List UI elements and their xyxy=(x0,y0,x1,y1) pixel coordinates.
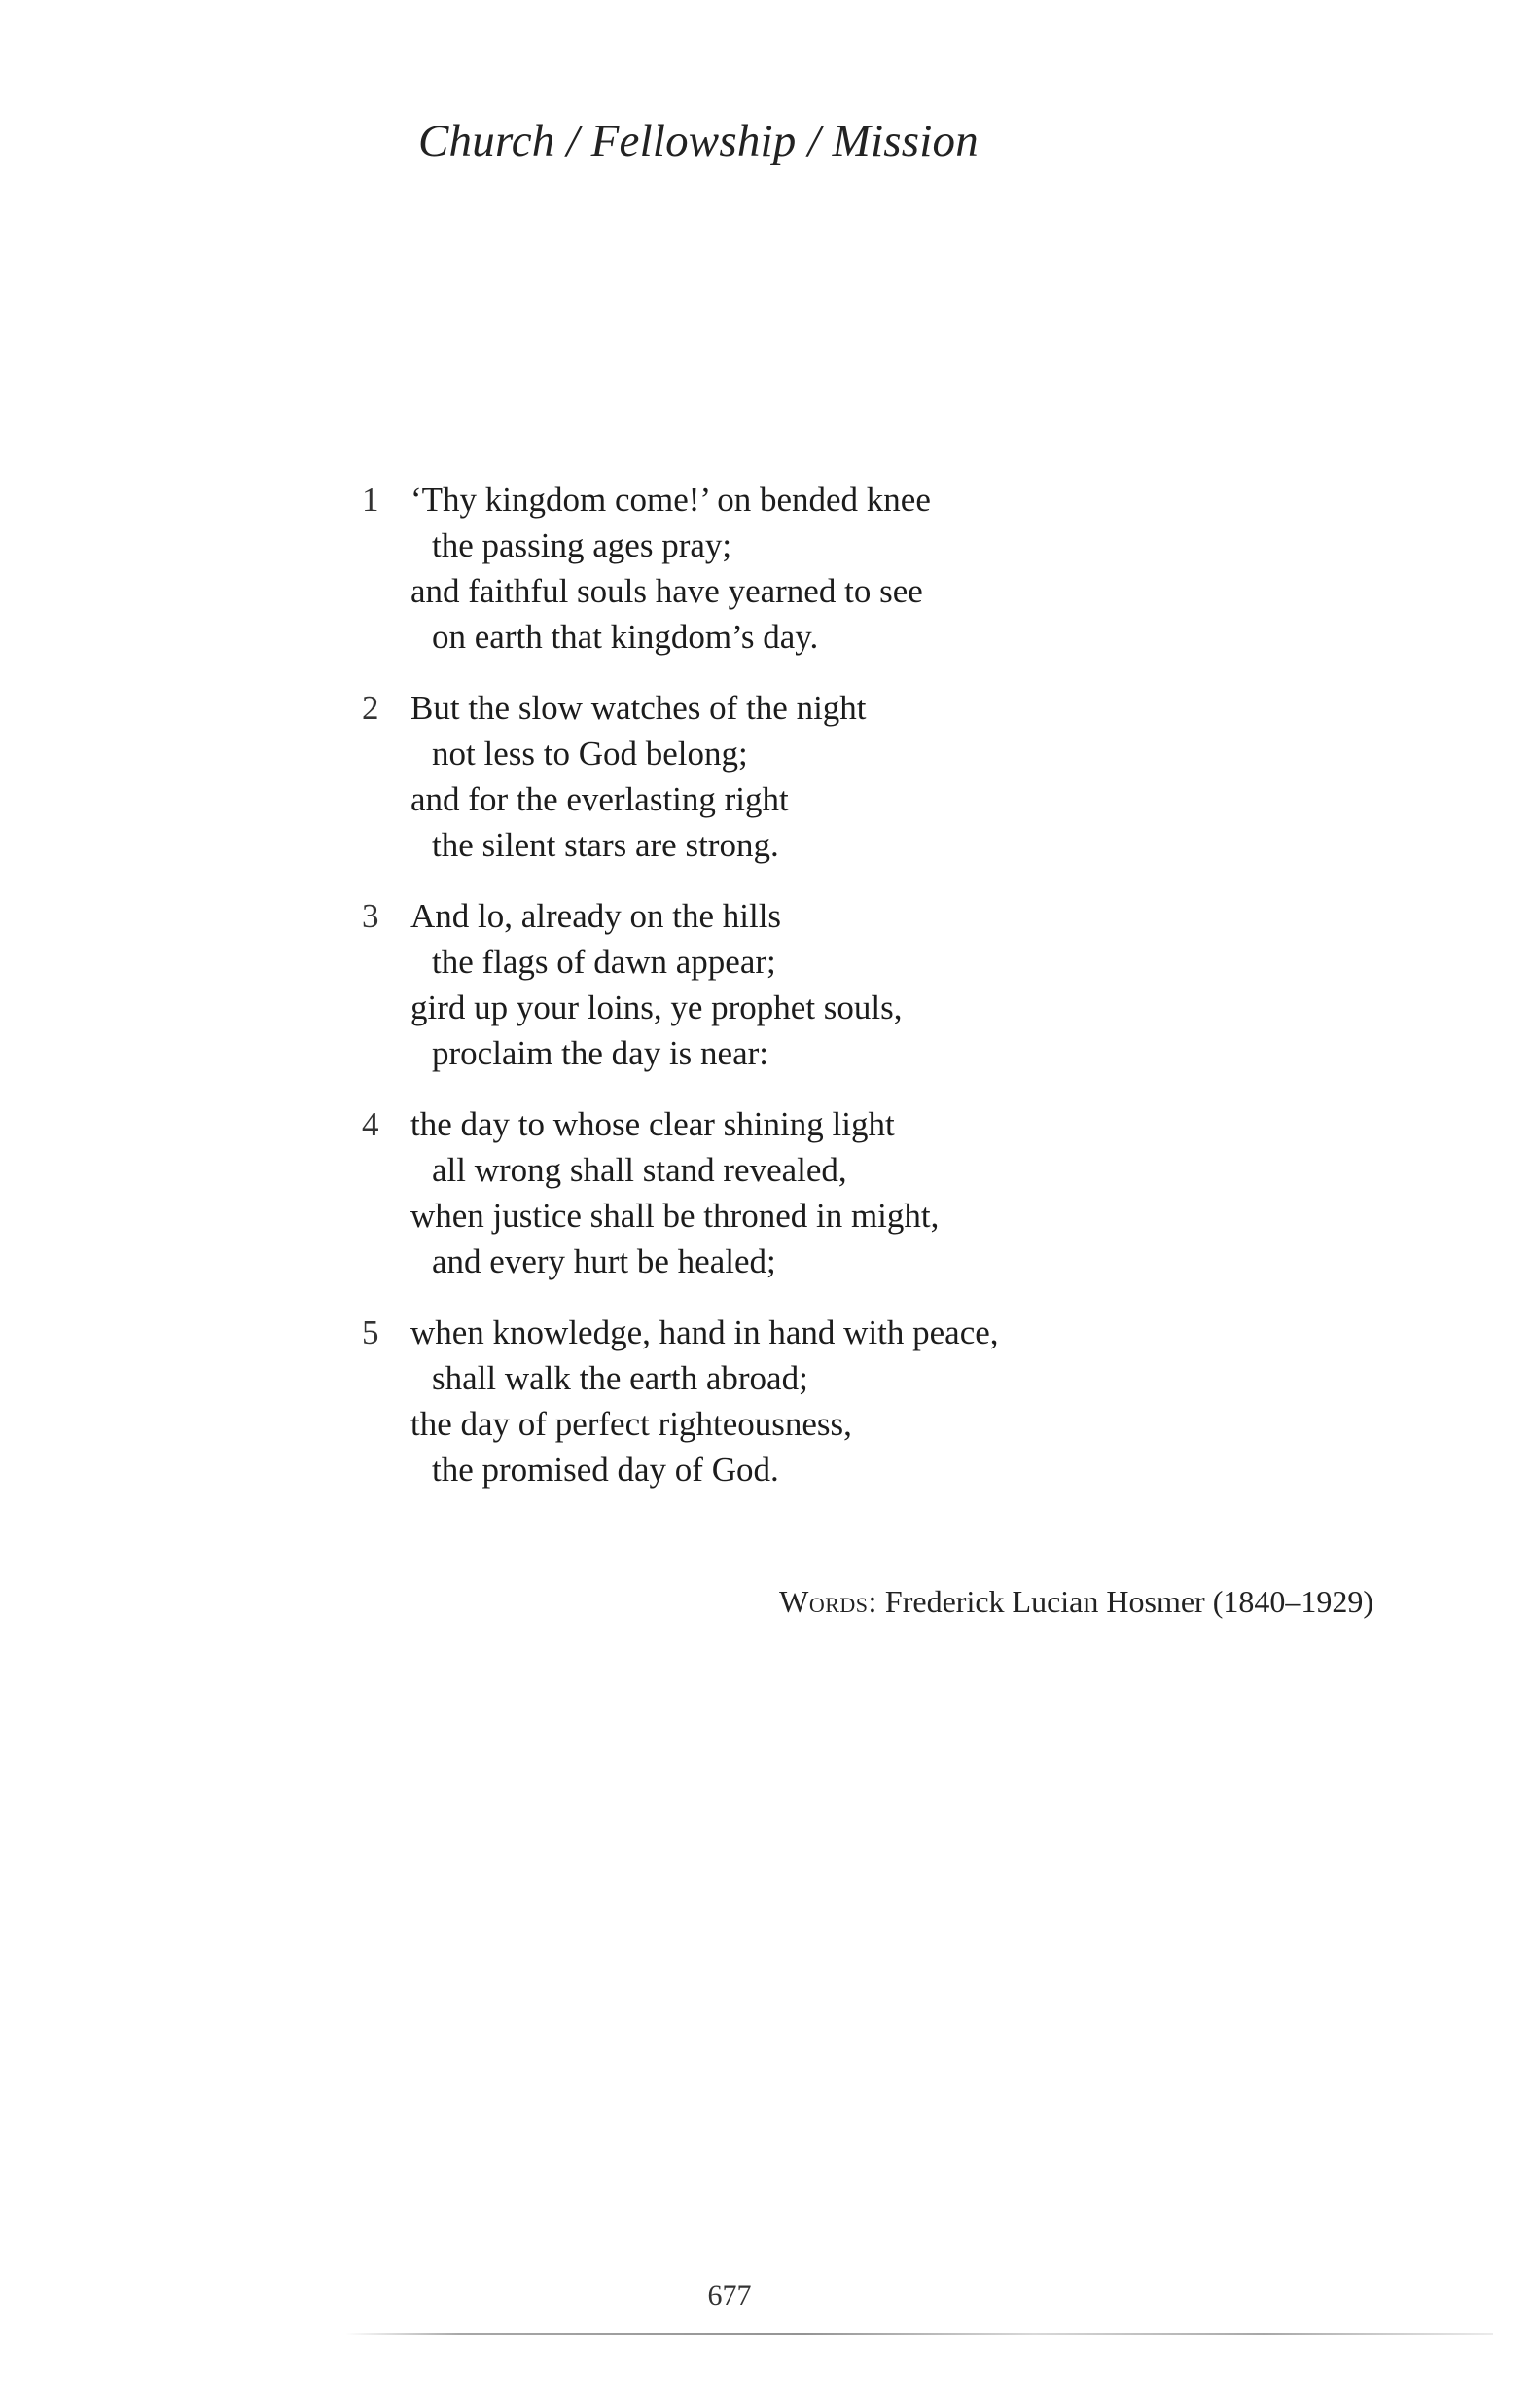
credit-label: Words: xyxy=(779,1584,877,1619)
verse-number: 4 xyxy=(362,1105,379,1143)
verse-line: And lo, already on the hills xyxy=(410,897,782,935)
verse-5 xyxy=(331,1310,1206,1492)
verse-number: 1 xyxy=(362,481,379,519)
verse-line: the day of perfect righteousness, xyxy=(410,1405,852,1443)
page-number: 677 xyxy=(707,2280,752,2312)
page-title: Church / Fellowship / Mission xyxy=(418,116,979,166)
words-credit xyxy=(779,1584,1373,1620)
verse-line: all wrong shall stand revealed, xyxy=(432,1151,847,1189)
verse-4 xyxy=(331,1101,1206,1284)
verse-line: the promised day of God. xyxy=(432,1451,779,1489)
verse-number: 5 xyxy=(362,1313,379,1351)
verse-line: shall walk the earth abroad; xyxy=(432,1359,808,1397)
verse-2 xyxy=(331,685,1206,868)
verse-number: 3 xyxy=(362,897,379,935)
verse-line: not less to God belong; xyxy=(432,735,748,773)
footer-rule xyxy=(345,2333,1493,2335)
verse-line: the silent stars are strong. xyxy=(432,826,779,864)
verse-line: But the slow watches of the night xyxy=(410,689,867,727)
verse-line: gird up your loins, ye prophet souls, xyxy=(410,988,903,1026)
verse-line: and for the everlasting right xyxy=(410,780,789,818)
verse-line: the flags of dawn appear; xyxy=(432,943,776,981)
verse-line: on earth that kingdom’s day. xyxy=(432,618,819,656)
verse-line: the passing ages pray; xyxy=(432,526,732,564)
verse-3 xyxy=(331,893,1206,1076)
hymn-verses xyxy=(331,477,1206,1518)
verse-line: proclaim the day is near: xyxy=(432,1034,768,1072)
verse-number: 2 xyxy=(362,689,379,727)
verse-line: and faithful souls have yearned to see xyxy=(410,572,923,610)
credit-author: Frederick Lucian Hosmer (1840–1929) xyxy=(884,1584,1373,1619)
verse-1 xyxy=(331,477,1206,660)
verse-line: and every hurt be healed; xyxy=(432,1242,776,1280)
verse-line: when knowledge, hand in hand with peace, xyxy=(410,1313,999,1351)
verse-line: the day to whose clear shining light xyxy=(410,1105,895,1143)
verse-line: ‘Thy kingdom come!’ on bended knee xyxy=(410,481,931,519)
verse-line: when justice shall be throned in might, xyxy=(410,1197,940,1235)
